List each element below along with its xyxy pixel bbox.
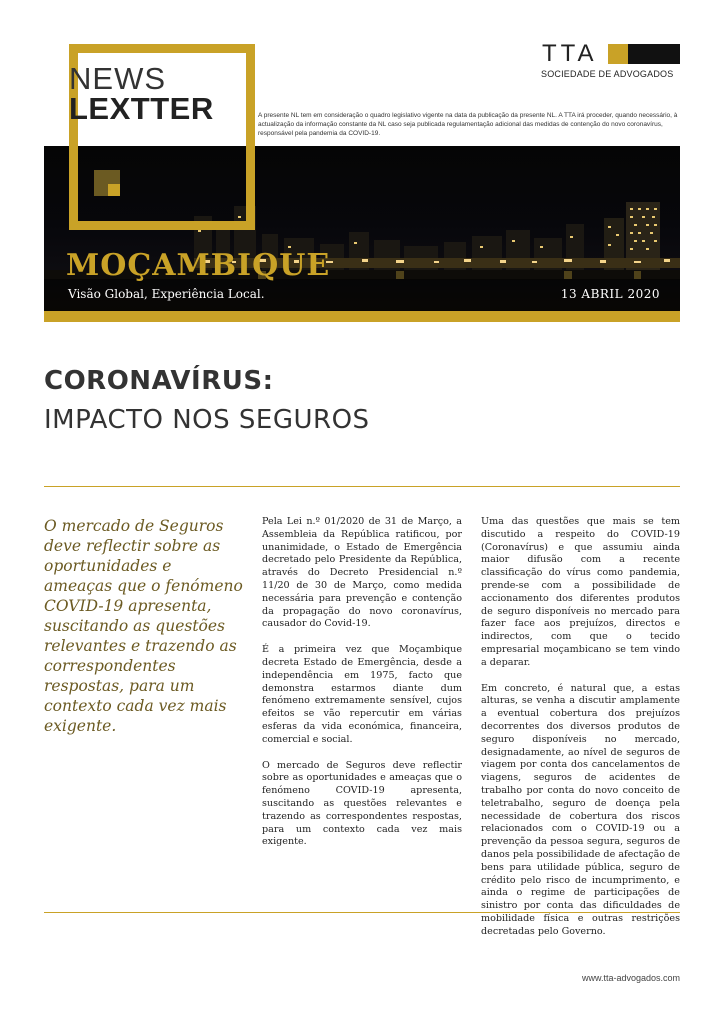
banner-gold-bar [44,311,680,322]
disclaimer-text: A presente NL tem em consideração o quadro legislativo vigente na data da publicação da presente NL. A TTA irá proceder, quando necessário, à actualização da informação constante da NL caso seja publicada regulamentação adicional das medidas de contenção do novo coronavírus, responsável pela pandemia da COVID-19. [258,112,678,137]
divider-bottom [44,912,680,913]
paragraph: É a primeira vez que Moçambique decreta Estado de Emergência, desde a independência em 1975, facto que demonstra estarmos diante dum fenómeno extremamente sensível, cujos efeitos se vão repercutir em várias esferas da vida económica, financeira, comercial e social. [262,644,462,745]
article-column-2 [481,516,680,952]
website-link[interactable]: www.tta-advogados.com [581,973,680,983]
pull-quote: O mercado de Seguros deve reflectir sobre as oportunidades e ameaças que o fenómeno COVID-19 apresenta, suscitando as questões relevantes e trazendo as correspondentes respostas, para um contexto cada vez mais exigente. [44,517,243,735]
issue-date: 13 ABRIL 2020 [560,287,660,301]
country-title: MOÇAMBIQUE [66,248,331,283]
paragraph: Uma das questões que mais se tem discutido a respeito do COVID-19 (Coronavírus) e que assumiu ainda maior difusão com a recente classificação do vírus como pandemia, prende-se com a possibilidade de accionamento dos diferentes produtos de seguro disponíveis no mercado para fazer face aos prejuízos, directos e indirectos, com que o tecido empresarial moçambicano se tem vindo a deparar. [481,516,680,668]
paragraph: Pela Lei n.º 01/2020 de 31 de Março, a Assembleia da República ratificou, por unanimidade, o Estado de Emergência decretado pelo Presidente da República, através do Decreto Presidencial n.º 11/20 de 30 de Março, como medida necessária para prevenção e contenção da propagação do novo coronavírus, causador do Covid-19. [262,516,462,630]
firm-logo: TTA [542,40,598,67]
logo-square-mark-accent [108,184,120,196]
firm-logo-gold-block [608,44,628,64]
divider-top [44,486,680,487]
article-title-line1: CORONAVÍRUS: [44,366,274,396]
newsletter-logo-lextter: LEXTTER [69,91,214,126]
paragraph: Em concreto, é natural que, a estas alturas, se venha a discutir amplamente a eventual cobertura dos prejuízos decorrentes dos diversos produtos de seguro disponíveis no mercado, designadamente, ao nível de seguros de viagem por conta dos cancelamentos de viagens, seguros de acidentes de trabalho por conta do novo conceito de teletrabalho, seguro de doença pela necessidade de cobertura dos riscos relacionados com o COVID-19 ou a prevenção da pessoa segura, seguros de danos pela possibilidade de afectação de bens para utilidade pública, seguro de crédito pelo risco de incumprimento, e ainda o regime de participações de sinistro por conta das dificuldades de mobilidade física e outras restrições decretadas pelo Governo. [481,682,680,937]
article-title-line2: IMPACTO NOS SEGUROS [44,405,370,435]
firm-name: SOCIEDADE DE ADVOGADOS [541,69,674,79]
newsletter-logo-news: NEWS [69,61,166,96]
firm-logo-black-block [628,44,680,64]
paragraph: O mercado de Seguros deve reflectir sobre as oportunidades e ameaças que o fenómeno COVID-19 apresenta, suscitando as questões relevantes e trazendo as correspondentes respostas, para um contexto cada vez mais exigente. [262,759,462,848]
tagline: Visão Global, Experiência Local. [68,287,265,301]
article-column-1 [262,516,462,862]
